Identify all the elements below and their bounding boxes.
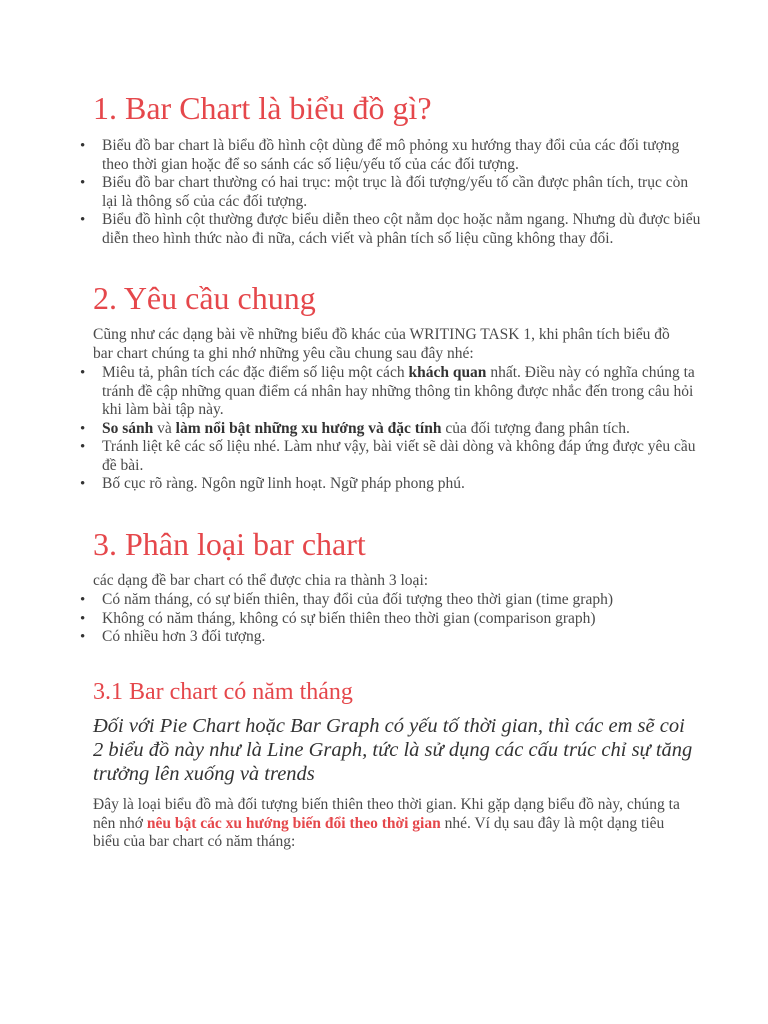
list-item: • Có năm tháng, có sự biến thiên, thay đổi của đối tượng theo thời gian (time graph) xyxy=(80,591,614,608)
section-1-list xyxy=(80,137,702,248)
bullet-icon: • xyxy=(80,439,86,455)
bullet-icon: • xyxy=(80,365,86,381)
bullet-icon: • xyxy=(80,629,86,645)
bullet-icon: • xyxy=(80,610,86,627)
list-item: • Biểu đồ bar chart là biểu đồ hình cột dùng để mô phỏng xu hướng thay đổi của các đối tượng theo thời gian hoặc để so sánh các số liệu/yếu tố của các đối tượng. xyxy=(80,137,680,173)
bullet-icon: • xyxy=(80,592,86,608)
bullet-icon: • xyxy=(80,212,86,228)
section-3-1-paragraph: Đây là loại biểu đồ mà đối tượng biến thiên theo thời gian. Khi gặp dạng biểu đồ này, chúng ta nên nhớ nêu bật các xu hướng biến đổi theo thời gian nhé. Ví dụ sau đây là một dạng tiêu biểu của bar chart có năm tháng: xyxy=(93,796,680,850)
list-item: • So sánh và làm nổi bật những xu hướng và đặc tính của đối tượng đang phân tích. xyxy=(80,419,630,437)
section-1-heading: 1. Bar Chart là biểu đồ gì? xyxy=(93,90,432,126)
italic-quote: Đối với Pie Chart hoặc Bar Graph có yếu tố thời gian, thì các em sẽ coi 2 biểu đồ này như là Line Graph, tức là sử dụng các cấu trúc chỉ sự tăng trưởng lên xuống và trends xyxy=(93,715,693,785)
list-item: • Bố cục rõ ràng. Ngôn ngữ linh hoạt. Ngữ pháp phong phú. xyxy=(80,475,465,492)
section-3-heading: 3. Phân loại bar chart xyxy=(93,526,366,562)
section-2-heading: 2. Yêu cầu chung xyxy=(93,280,316,316)
section-3-intro: các dạng đề bar chart có thể được chia ra thành 3 loại: xyxy=(93,572,429,589)
bullet-icon: • xyxy=(80,420,86,437)
section-2-list xyxy=(80,364,702,494)
list-item: • Không có năm tháng, không có sự biến thiên theo thời gian (comparison graph) xyxy=(80,609,596,627)
list-item: • Miêu tả, phân tích các đặc điểm số liệu một cách khách quan nhất. Điều này có nghĩa chúng ta tránh đề cập những quan điểm cá nhân hay những thông tin không được nhắc đến trong câu hỏi khi làm bài tập này. xyxy=(80,364,695,418)
list-item: • Tránh liệt kê các số liệu nhé. Làm như vậy, bài viết sẽ dài dòng và không đáp ứng được yêu cầu đề bài. xyxy=(80,438,696,474)
bullet-icon: • xyxy=(80,175,86,191)
bullet-icon: • xyxy=(80,138,86,154)
list-item: • Biểu đồ hình cột thường được biểu diễn theo cột nằm dọc hoặc nằm ngang. Nhưng dù được biểu diễn theo hình thức nào đi nữa, cách viết và phân tích số liệu cũng không thay đổi. xyxy=(80,211,701,247)
section-3-list xyxy=(80,591,702,647)
list-item: • Biểu đồ bar chart thường có hai trục: một trục là đối tượng/yếu tố cần được phân tích, trục còn lại là thông số của các đối tượng. xyxy=(80,174,689,210)
section-2-intro: Cũng như các dạng bài về những biểu đồ khác của WRITING TASK 1, khi phân tích biểu đồ bar chart chúng ta ghi nhớ những yêu cầu chung sau đây nhé: xyxy=(93,326,670,362)
bullet-icon: • xyxy=(80,476,86,492)
section-3-1-heading: 3.1 Bar chart có năm tháng xyxy=(93,679,353,705)
list-item: • Có nhiều hơn 3 đối tượng. xyxy=(80,628,266,645)
